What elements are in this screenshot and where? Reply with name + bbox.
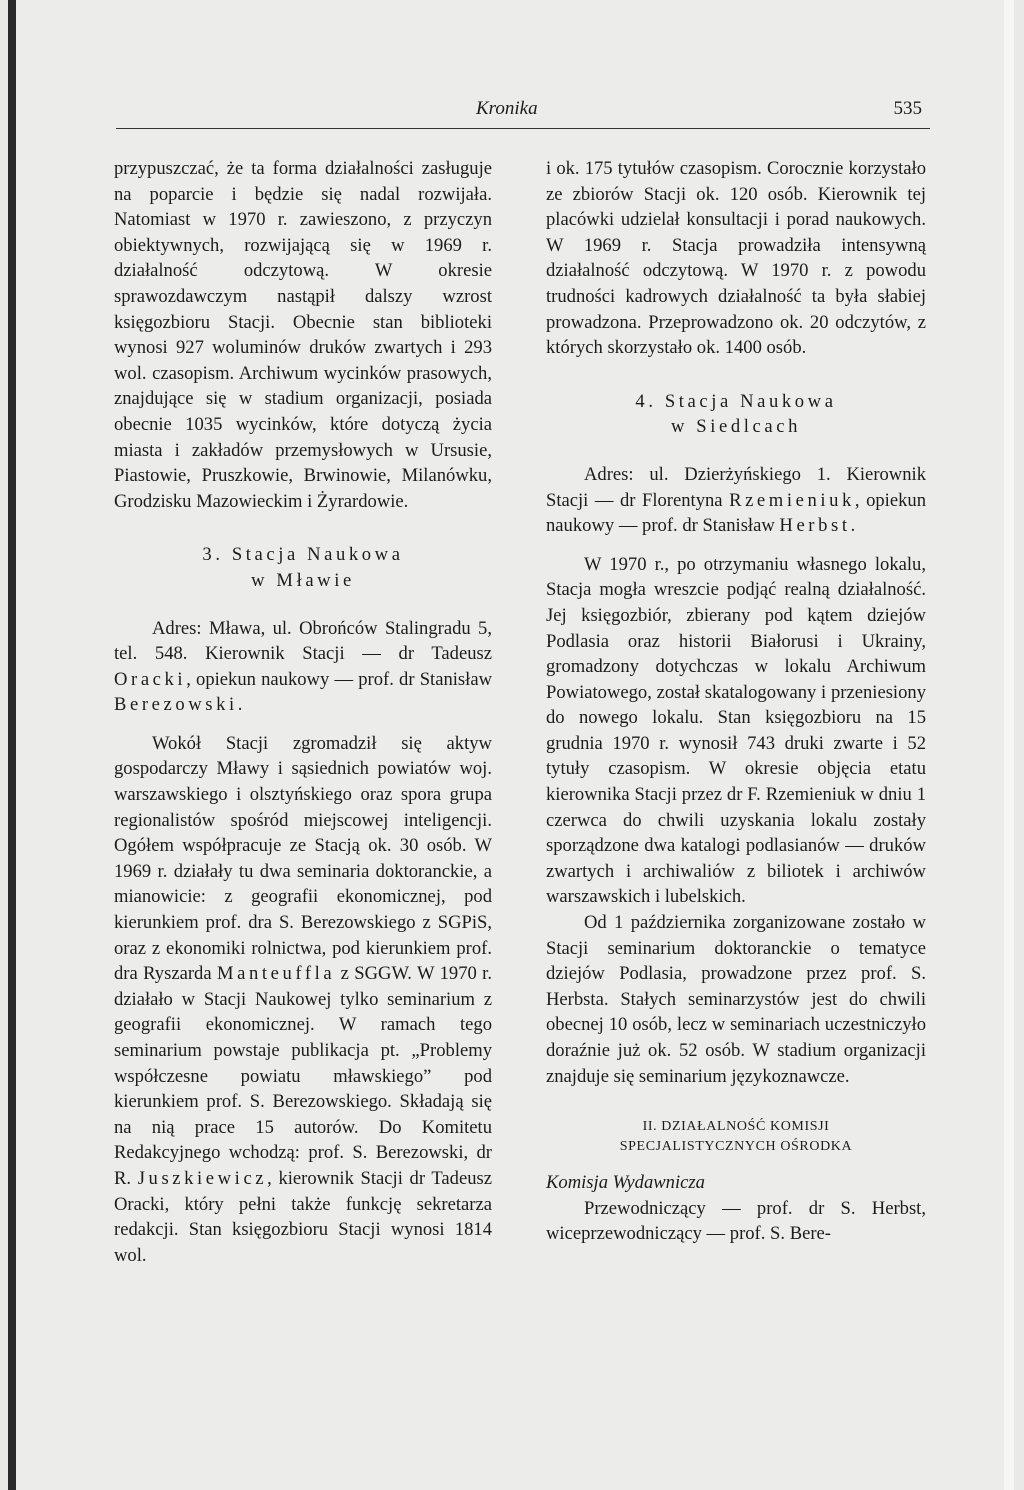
section-3-subheading: w Mławie: [251, 569, 355, 591]
page-header: [116, 98, 930, 129]
advisor-name: Herbst: [779, 515, 851, 537]
paragraph-text: z SGGW. W 1970 r. działało w Stacji Naukowej tylko seminarium z geografii ekonomicznej. W ramach tego seminarium powstaje publikacja pt. „Problemy współczesne powiatu mławskiego” pod kierunkiem prof. S. Berezowskiego. Składają się na nią prace 15 autorów. Do Komitetu Redakcyjnego wchodzą: prof. S. Berezowski, dr R.: [114, 963, 493, 1189]
director-name: Rzemieniuk: [729, 489, 855, 511]
right-column: [546, 156, 926, 1247]
address-end: .: [850, 515, 856, 537]
address-text: Adres: Mława, ul. Obrońców Stalingradu 5, tel. 548. Kierownik Stacji — dr Tadeusz: [114, 617, 492, 665]
advisor-name: Berezowski: [114, 694, 238, 716]
document-page: [8, 0, 1014, 1490]
scan-right-edge: [1004, 0, 1014, 1490]
address-text: , opiekun naukowy — prof. dr Stanisław: [186, 668, 492, 690]
section-4-subheading: w Siedlcach: [671, 416, 801, 438]
right-paragraph-1: i ok. 175 tytułów czasopism. Corocznie korzystało ze zbiorów Stacji ok. 120 osób. Kierownik tej placówki udzielał konsultacji i porad naukowych. W 1969 r. Stacja prowadziła intensywną działalność odczytową. W 1970 r. z powodu trudności kadrowych działalność ta była słabiej prowadzona. Przeprowadzono ok. 20 odczytów, z których skorzystało ok. 1400 osób.: [546, 158, 926, 359]
director-name: Oracki: [114, 668, 187, 690]
right-paragraph-2: W 1970 r., po otrzymaniu własnego lokalu, Stacja mogła wreszcie podjąć realną działalność. Jej księgozbiór, zbierany pod kątem dziejów Podlasia oraz historii Białorusi i Ukrainy, gromadzony dotychczas w lokalu Archiwum Powiatowego, został skatalogowany i przeniesiony do nowego lokalu. Stan księgozbioru na 15 grudnia 1970 r. wynosił 743 druki zwarte i 52 tytuły czasopism. W okresie objęcia etatu kierownika Stacji przez dr F. Rzemieniuk w dniu 1 czerwca do chwili uzyskania lokalu zostały sporządzone dwa katalogi podlasianów — druków zwartych i archiwaliów z biliotek i archiwów warszawskich i lubelskich.: [546, 553, 926, 908]
address-end: .: [237, 694, 243, 716]
right-paragraph-4: Przewodniczący — prof. dr S. Herbst, wiceprzewodniczący — prof. S. Bere-: [546, 1197, 926, 1245]
section-3-address: [114, 616, 492, 718]
left-paragraph-1: przypuszczać, że ta forma działalności zasługuje na poparcie i będzie się nadal rozwijała. Natomiast w 1970 r. zawieszono, z przyczyn obiektywnych, rozwijającą się w 1969 r. działalność odczytową. W okresie sprawozdawczym nastąpił dalszy wzrost księgozbioru Stacji. Obecnie stan biblioteki wynosi 927 woluminów druków zwartych i 293 wol. czasopism. Archiwum wycinków prasowych, znajdujące się w stadium organizacji, posiada obecnie 1035 wycinków, które dotyczą życia miasta i zakładów przemysłowych w Ursusie, Piastowie, Pruszkowie, Brwinowie, Milanówku, Grodzisku Mazowieckim i Żyrardowie.: [114, 158, 492, 512]
subsection-title: Komisja Wydawnicza: [546, 1172, 705, 1194]
scan-left-edge: [8, 0, 16, 1490]
person-name: Manteuffla: [216, 963, 336, 985]
left-paragraph-2: [114, 731, 492, 1268]
section-4-address: [546, 462, 926, 539]
running-title: Kronika: [476, 98, 538, 119]
paragraph-text: , kierownik Stacji dr Tadeusz Oracki, który pełni także funkcję sekretarza redakcji. Stan księgozbioru Stacji wynosi 1814 wol.: [114, 1167, 492, 1266]
right-paragraph-3: Od 1 października zorganizowane zostało w Stacji seminarium doktoranckie o tematyce dziejów Podlasia, prowadzone przez prof. S. Herbsta. Stałych seminarzystów jest do chwili obecnej 10 osób, lecz w seminariach uczestniczyło doraźnie już ok. 52 osób. W stadium organizacji znajduje się seminarium językoznawcze.: [546, 912, 926, 1087]
page-number: 535: [893, 98, 922, 119]
section-3-heading: 3. Stacja Naukowa: [202, 544, 404, 566]
paragraph-text: Wokół Stacji zgromadził się aktyw gospodarczy Mławy i sąsiednich powiatów woj. warszawskiego i olsztyńskiego oraz spora grupa regionalistów spośród miejscowej inteligencji. Ogółem współpracuje ze Stacją ok. 30 osób. W 1969 r. działały tu dwa seminaria doktoranckie, a mianowicie: z geografii ekonomicznej, pod kierunkiem prof. dra S. Berezowskiego z SGPiS, oraz z ekonomiki rolnictwa, pod kierunkiem prof. dra Ryszarda: [114, 732, 492, 985]
section-II-subheading: SPECJALISTYCZNYCH OŚRODKA: [619, 1139, 853, 1155]
section-4-heading: 4. Stacja Naukowa: [635, 390, 837, 412]
section-II-heading: II. DZIAŁALNOŚĆ KOMISJI: [642, 1119, 830, 1135]
address-text: Adres: ul. Dzierżyńskiego 1. Kierownik Stacji — dr Florentyna: [546, 463, 926, 511]
person-name: Juszkiewicz: [137, 1167, 268, 1189]
left-column: [114, 156, 492, 1268]
address-text: , opiekun naukowy — prof. dr Stanisław: [546, 489, 926, 537]
